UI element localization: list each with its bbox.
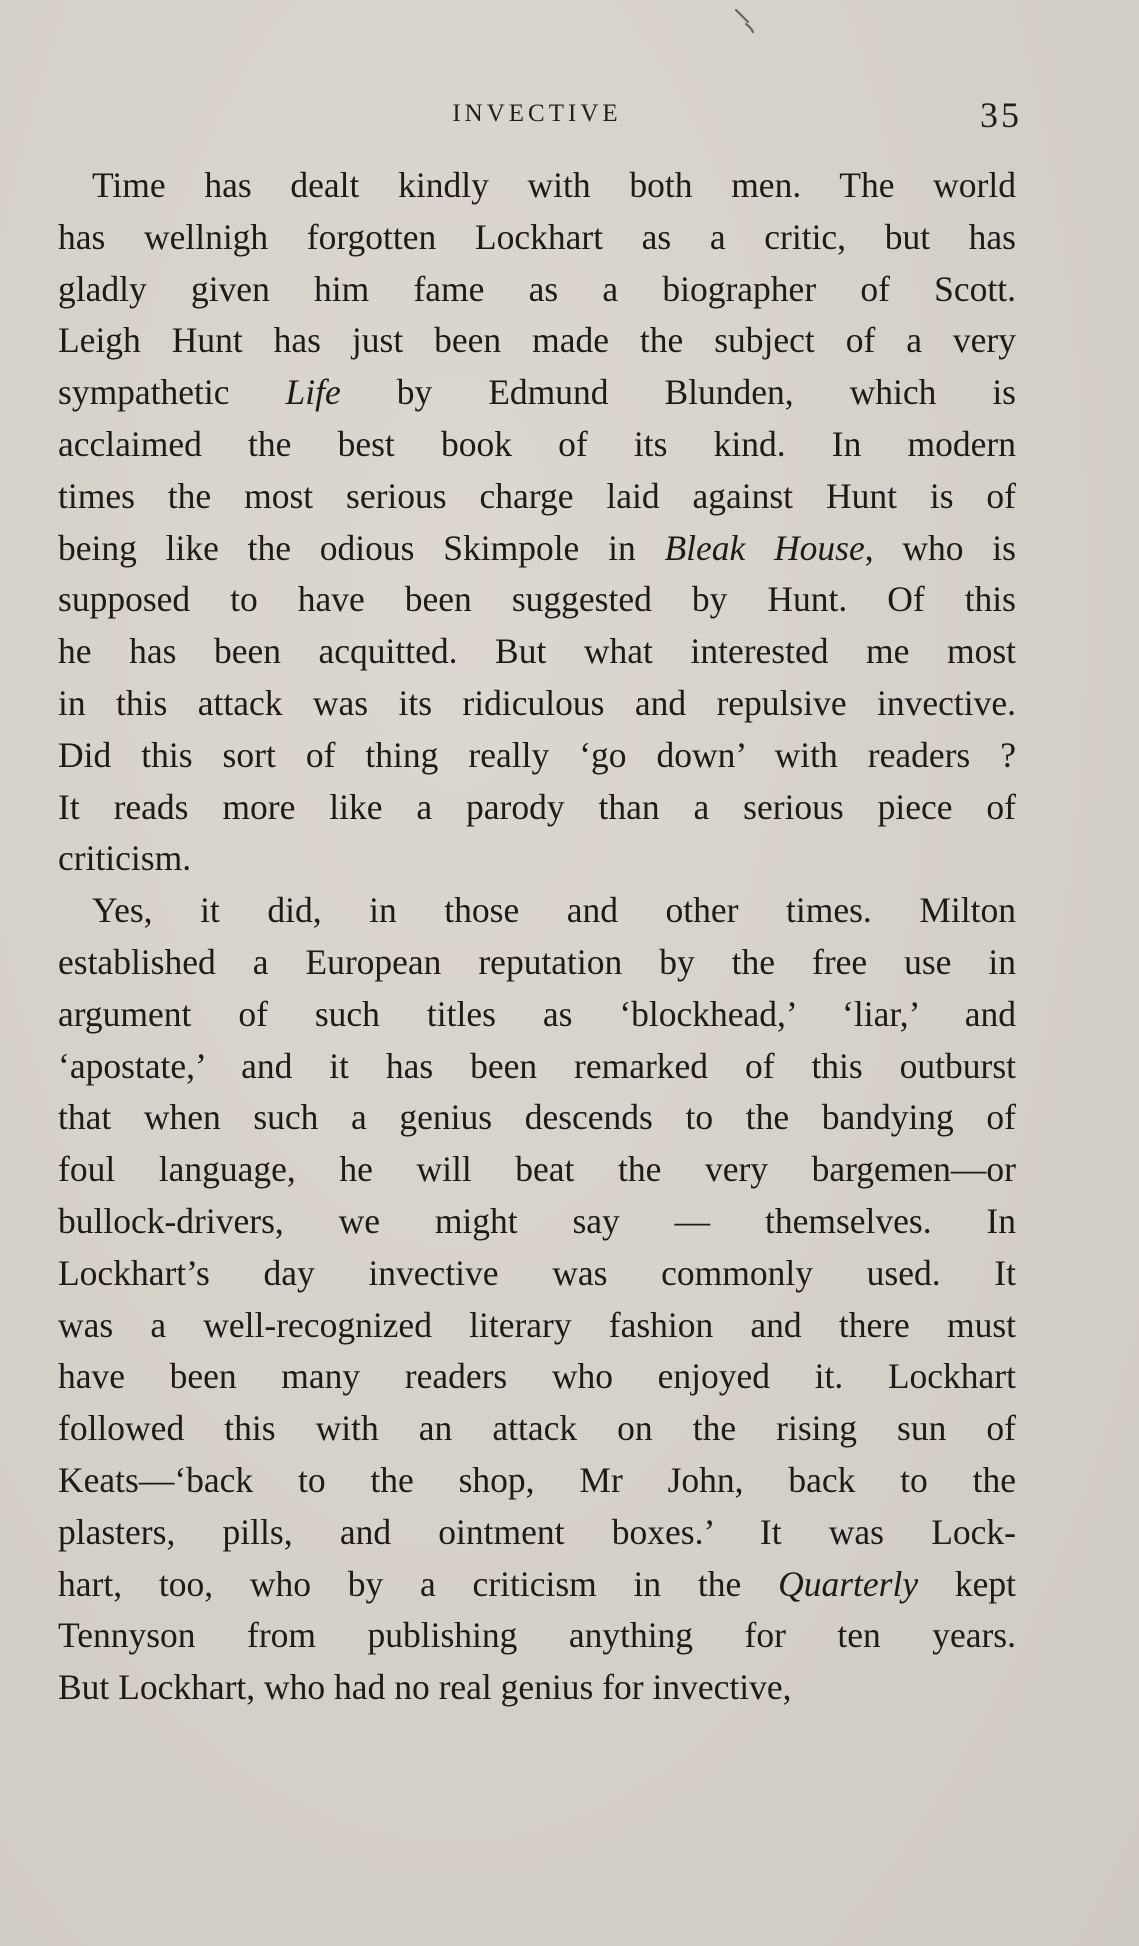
- text-run: plasters, pills, and ointment boxes.’ It was Lock-: [58, 1511, 1016, 1552]
- text-run: Yes, it did, in those and other times. Milton: [92, 890, 1016, 931]
- paragraph: [58, 885, 1016, 1714]
- text-run: Lockhart’s day invective was commonly used. It: [58, 1252, 1016, 1293]
- text-line: [58, 1092, 1016, 1144]
- text-run: supposed to have been suggested by Hunt. Of this: [58, 579, 1016, 620]
- text-run: gladly given him fame as a biographer of Scott.: [58, 268, 1016, 309]
- text-line: [58, 1144, 1016, 1196]
- text-line: [58, 1403, 1016, 1455]
- text-run: Did this sort of thing really ‘go down’ with readers ?: [58, 734, 1016, 775]
- text-line: [58, 678, 1016, 730]
- text-run: acclaimed the best book of its kind. In modern: [58, 423, 1016, 464]
- running-head-title: INVECTIVE: [452, 100, 622, 127]
- text-run: being like the odious Skimpole in: [58, 527, 665, 568]
- text-line: [58, 264, 1016, 316]
- text-line: [58, 574, 1016, 626]
- text-run: It reads more like a parody than a serious piece of: [58, 786, 1016, 827]
- text-run: argument of such titles as ‘blockhead,’ ‘liar,’ and: [58, 993, 1016, 1034]
- text-run: bullock-drivers, we might say — themselves. In: [58, 1200, 1016, 1241]
- text-line: [58, 833, 1016, 885]
- italic-title: Bleak House: [664, 527, 865, 568]
- text-line: [58, 782, 1016, 834]
- text-line: [58, 315, 1016, 367]
- text-run: in this attack was its ridiculous and repulsive invective.: [58, 682, 1016, 723]
- text-run: criticism.: [58, 838, 192, 879]
- page-number: 35: [980, 95, 1022, 135]
- text-run: Keats—‘back to the shop, Mr John, back to the: [58, 1459, 1016, 1500]
- text-run: Time has dealt kindly with both men. The world: [92, 165, 1016, 205]
- text-run: Tennyson from publishing anything for ten years.: [58, 1615, 1016, 1656]
- text-run: by Edmund Blunden, which is: [340, 372, 1016, 413]
- italic-title: Life: [285, 372, 341, 413]
- text-line: [58, 1351, 1016, 1403]
- text-run: that when such a genius descends to the bandying of: [58, 1097, 1016, 1138]
- text-line: [58, 1507, 1016, 1559]
- text-line: [58, 1300, 1016, 1352]
- text-run: hart, too, who by a criticism in the: [58, 1563, 779, 1604]
- italic-title: Quarterly: [778, 1563, 919, 1604]
- text-line: [58, 160, 1016, 212]
- text-line: [58, 419, 1016, 471]
- text-run: established a European reputation by the free use in: [58, 941, 1016, 982]
- body-text: [58, 160, 1016, 1714]
- text-line: [58, 1662, 1016, 1714]
- text-line: [58, 1455, 1016, 1507]
- text-run: has wellnigh forgotten Lockhart as a critic, but has: [58, 216, 1016, 257]
- text-line: [58, 885, 1016, 937]
- text-line: [58, 626, 1016, 678]
- text-line: [58, 471, 1016, 523]
- text-line: [58, 1610, 1016, 1662]
- text-line: [58, 937, 1016, 989]
- text-run: have been many readers who enjoyed it. Lockhart: [58, 1356, 1016, 1397]
- text-run: But Lockhart, who had no real genius for invective,: [58, 1667, 792, 1708]
- text-run: he has been acquitted. But what interested me most: [58, 631, 1016, 672]
- text-run: ‘apostate,’ and it has been remarked of this outburst: [58, 1045, 1016, 1086]
- text-run: foul language, he will beat the very bargemen—or: [58, 1149, 1016, 1190]
- paragraph: [58, 160, 1016, 885]
- text-line: [58, 212, 1016, 264]
- text-run: times the most serious charge laid against Hunt is of: [58, 475, 1016, 516]
- running-head: [58, 95, 1022, 136]
- ink-smudge-mark: [732, 6, 758, 36]
- text-line: [58, 367, 1016, 419]
- text-run: followed this with an attack on the rising sun of: [58, 1408, 1016, 1449]
- text-line: [58, 989, 1016, 1041]
- text-line: [58, 1248, 1016, 1300]
- text-line: [58, 1196, 1016, 1248]
- text-run: Leigh Hunt has just been made the subject of a very: [58, 320, 1016, 361]
- text-run: kept: [918, 1563, 1016, 1604]
- text-line: [58, 523, 1016, 575]
- text-line: [58, 730, 1016, 782]
- text-run: , who is: [864, 527, 1016, 568]
- text-run: was a well-recognized literary fashion and there must: [58, 1304, 1016, 1345]
- text-run: sympathetic: [58, 372, 286, 413]
- text-line: [58, 1041, 1016, 1093]
- text-line: [58, 1559, 1016, 1611]
